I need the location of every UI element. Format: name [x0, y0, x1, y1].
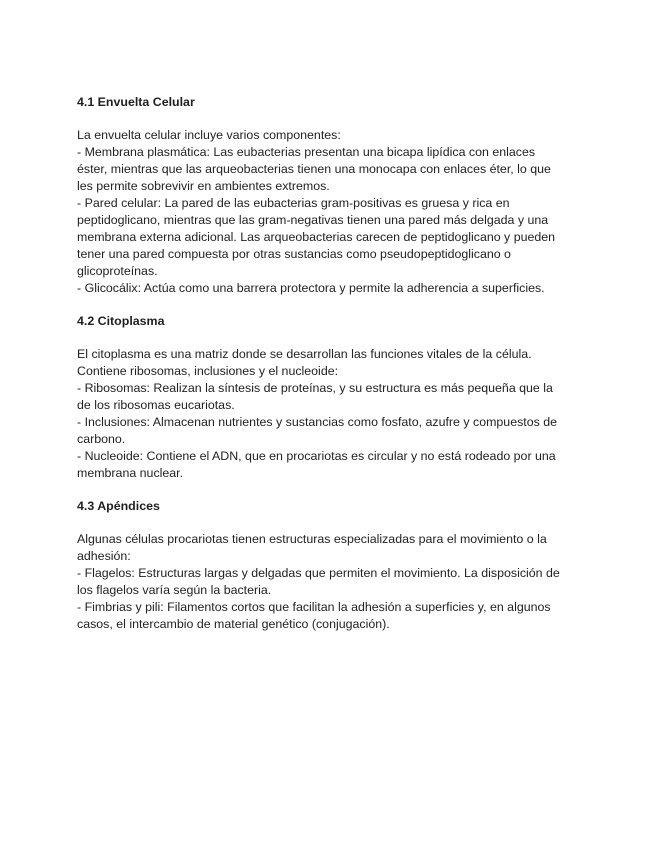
text-line: - Membrana plasmática: Las eubacterias presentan una bicapa lipídica con enlaces [77, 145, 536, 159]
text-line: - Ribosomas: Realizan la síntesis de proteínas, y su estructura es más pequeña que la [77, 381, 553, 395]
text-line: Algunas células procariotas tienen estructuras especializadas para el movimiento o la [77, 532, 547, 546]
text-line: carbono. [77, 432, 126, 446]
text-line: peptidoglicano, mientras que las gram-negativas tienen una pared más delgada y una [77, 213, 549, 227]
section-envuelta-celular [77, 94, 582, 297]
text-line: adhesión: [77, 549, 131, 563]
text-line: casos, el intercambio de material genético (conjugación). [77, 617, 390, 631]
text-line: - Glicocálix: Actúa como una barrera protectora y permite la adherencia a superficies. [77, 281, 545, 295]
section-citoplasma [77, 313, 582, 482]
text-line: tener una pared compuesta por otras sustancias como pseudopeptidoglicano o [77, 247, 511, 261]
text-line: membrana externa adicional. Las arqueobacterias carecen de peptidoglicano y pueden [77, 230, 556, 244]
section-paragraph [77, 127, 582, 297]
text-line: El citoplasma es una matriz donde se desarrollan las funciones vitales de la célula. [77, 347, 532, 361]
section-apendices [77, 498, 582, 633]
text-line: - Flagelos: Estructuras largas y delgadas que permiten el movimiento. La disposición de [77, 566, 560, 580]
section-spacer [77, 482, 582, 498]
text-line: La envuelta celular incluye varios componentes: [77, 128, 341, 142]
text-line: - Pared celular: La pared de las eubacterias gram-positivas es gruesa y rica en [77, 196, 510, 210]
text-line: Contiene ribosomas, inclusiones y el nucleoide: [77, 364, 339, 378]
text-line: - Fimbrias y pili: Filamentos cortos que facilitan la adhesión a superficies y, en algunos [77, 600, 551, 614]
text-line: membrana nuclear. [77, 466, 184, 480]
section-heading: 4.3 Apéndices [77, 499, 160, 513]
text-line: los flagelos varía según la bacteria. [77, 583, 272, 597]
section-spacer [77, 297, 582, 313]
text-line: les permite sobrevivir en ambientes extremos. [77, 179, 330, 193]
text-line: - Inclusiones: Almacenan nutrientes y sustancias como fosfato, azufre y compuestos de [77, 415, 558, 429]
section-paragraph [77, 346, 582, 482]
text-line: - Nucleoide: Contiene el ADN, que en procariotas es circular y no está rodeado por una [77, 449, 556, 463]
section-heading: 4.1 Envuelta Celular [77, 95, 195, 109]
section-paragraph [77, 531, 582, 633]
text-line: glicoproteínas. [77, 264, 158, 278]
text-line: éster, mientras que las arqueobacterias tienen una monocapa con enlaces éter, lo que [77, 162, 551, 176]
section-heading: 4.2 Citoplasma [77, 314, 165, 328]
document-page [77, 94, 582, 633]
text-line: de los ribosomas eucariotas. [77, 398, 235, 412]
